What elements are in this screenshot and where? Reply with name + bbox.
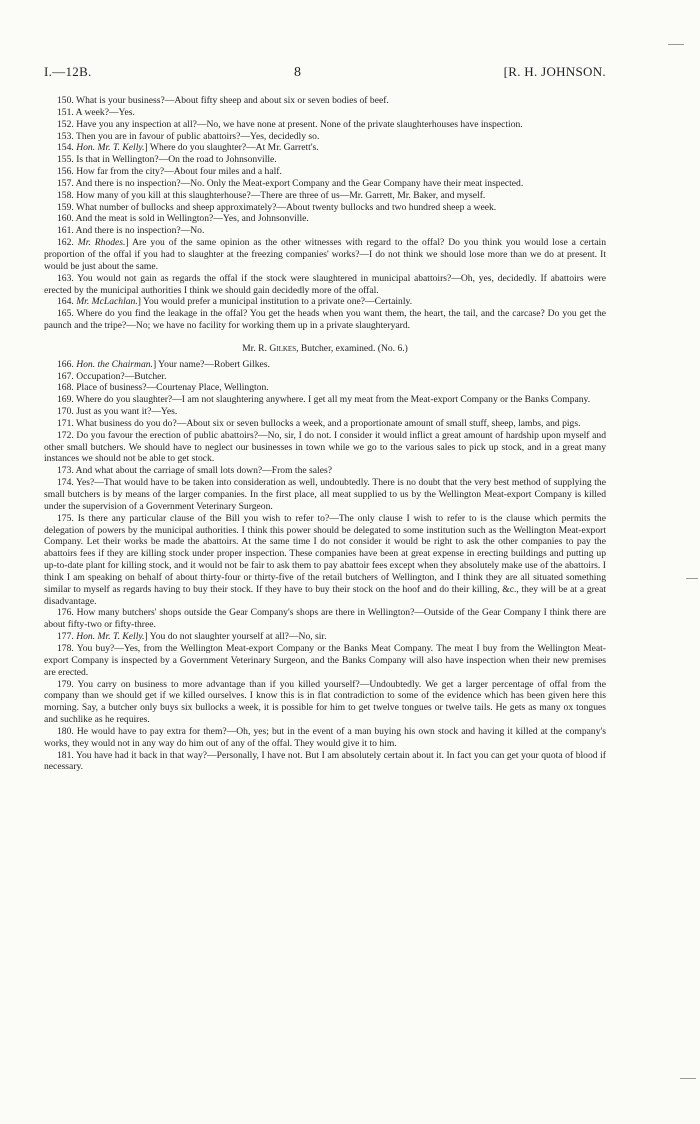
margin-mark-top [668, 44, 684, 45]
question-answer-paragraph: 150. What is your business?—About fifty sheep and about six or seven bodies of beef. [57, 95, 389, 106]
question-answer-paragraph: 178. You buy?—Yes, from the Wellington Meat-export Company or the Banks Meat Company. The meat I buy from the Wellington Meat-export Company is inspected by a Government Veterinary Surgeon, and the Banks Company will also have inspection when their new premises are erected. [44, 642, 606, 678]
question-answer-paragraph: 151. A week?—Yes. [57, 106, 135, 118]
question-answer-paragraph: 180. He would have to pay extra for them?—Oh, yes; but in the event of a man buying his own stock and having it killed at the company's works, they would not in any way do him out of any of the offal. They would give it to him. [44, 725, 606, 749]
header-witness-name: [R. H. JOHNSON. [503, 64, 606, 79]
question-answer-paragraph: 176. How many butchers' shops outside the Gear Company's shops are there in Wellington?—Outside of the Gear Company I think there are about fifty-two or fifty-three. [44, 607, 606, 631]
question-number: 166. [57, 358, 77, 370]
speaker-name: Hon. the Chairman. [76, 358, 153, 370]
question-answer-paragraph: 174. Yes?—That would have to be taken into consideration as well, undoubtedly. There is no doubt that the very best method of supplying the small butchers is by means of the larger companies. In the first place, all meat supplied to us by the Wellington Meat-export Company is killed under the supervision of a Government Veterinary Surgeon. [44, 477, 606, 512]
question-answer-paragraph: 173. And what about the carriage of small lots down?—From the sales? [57, 465, 332, 477]
question-answer-paragraph: 161. And there is no inspection?—No. [57, 225, 205, 237]
question-number: 162. [57, 237, 78, 249]
question-answer-paragraph: 158. How many of you kill at this slaughterhouse?—There are three of us—Mr. Garrett, Mr. Baker, and myself. [57, 189, 486, 201]
question-answer-text: ] Your name?—Robert Gilkes. [152, 358, 270, 370]
witness-heading-surname: Gilkes [269, 342, 297, 354]
header-document-code: I.—12B. [44, 64, 92, 79]
question-answer-paragraph: 165. Where do you find the leakage in the offal? You get the heads when you want them, the heart, the tail, and the carcase? Do you get the paunch and the tripe?—No; we have no facility for working them up in a private slaughteryard. [44, 308, 606, 332]
question-number: 154. [57, 142, 77, 154]
question-answer-paragraph: 159. What number of bullocks and sheep approximately?—About twenty bullocks and two hundred sheep a week. [57, 201, 497, 213]
witness-heading-prefix: Mr. R. [242, 342, 270, 354]
document-page [44, 64, 606, 773]
question-answer-paragraph: 167. Occupation?—Butcher. [57, 370, 167, 382]
question-answer-paragraph: 163. You would not gain as regards the offal if the stock were slaughtered in municipal abattoirs?—Oh, yes, decidedly. If abattoirs were erected by the municipal authorities I think we should gain decidedly more of the offal. [44, 272, 606, 296]
question-number: 177. [57, 631, 77, 643]
testimony-section-gilkes [44, 359, 606, 774]
testimony-section-johnson [44, 95, 606, 332]
question-answer-paragraph [44, 296, 606, 308]
question-answer-text: ] You would prefer a municipal institution to a private one?—Certainly. [137, 296, 413, 308]
margin-mark-bottom [680, 1078, 696, 1079]
question-answer-text: ] Are you of the same opinion as the other witnesses with regard to the offal? Do you think you would lose a certain proportion of the offal if you had to slaughter at the freezing companies' works?—I do not think we should lose more than we do at present. It would be just about the same. [44, 237, 606, 272]
question-answer-paragraph: 170. Just as you want it?—Yes. [57, 406, 178, 418]
question-number: 164. [57, 296, 77, 308]
speaker-name: Hon. Mr. T. Kelly. [76, 631, 145, 643]
speaker-name: Mr. Rhodes. [77, 237, 126, 249]
question-answer-paragraph: 181. You have had it back in that way?—Personally, I have not. But I am absolutely certain about it. In fact you can get your quota of blood if necessary. [44, 749, 606, 773]
witness-heading [44, 343, 606, 355]
question-answer-paragraph: 169. Where do you slaughter?—I am not slaughtering anywhere. I get all my meat from the Meat-export Company or the Banks Company. [57, 394, 591, 406]
witness-heading-suffix: , Butcher, examined. (No. 6.) [296, 342, 408, 354]
question-answer-paragraph [44, 237, 606, 273]
question-answer-paragraph: 156. How far from the city?—About four miles and a half. [57, 166, 282, 178]
question-answer-text: ] You do not slaughter yourself at all?—No, sir. [144, 631, 327, 643]
header-page-number: 8 [293, 65, 302, 80]
question-answer-paragraph [44, 631, 606, 643]
evidence-text [44, 95, 606, 773]
running-header [44, 64, 606, 81]
question-answer-paragraph [44, 359, 606, 371]
question-answer-paragraph: 179. You carry on business to more advantage than if you killed yourself?—Undoubtedly. We get a larger percentage of offal from the company than we should get if we killed ourselves. I know this is in flat contradiction to some of the evidence which has been given here this morning. Say, a butcher only buys six bullocks a week, it is possible for him to get twelve tongues or twelve tails. He gets as many ox tongues and suchlike as he requires. [44, 678, 606, 726]
question-answer-paragraph: 171. What business do you do?—About six or seven bullocks a week, and a proportionate amount of small stuff, sheep, lambs, and pigs. [57, 417, 581, 429]
question-answer-paragraph: 172. Do you favour the erection of public abattoirs?—No, sir, I do not. I consider it would inflict a great amount of hardship upon myself and other small butchers. We should have to neglect our businesses in town while we go to the various sales to pick up stock, and in a great many instances we should not be able to get stock. [44, 429, 606, 465]
margin-mark-middle [686, 578, 698, 579]
question-answer-paragraph: 152. Have you any inspection at all?—No, we have none at present. None of the private slaughterhouses have inspection. [57, 118, 523, 130]
question-answer-paragraph: 157. And there is no inspection?—No. Only the Meat-export Company and the Gear Company have their meat inspected. [57, 177, 524, 189]
question-answer-paragraph: 160. And the meat is sold in Wellington?—Yes, and Johnsonville. [57, 213, 309, 225]
question-answer-paragraph: 175. Is there any particular clause of the Bill you wish to refer to?—The only clause I wish to refer to is the clause which permits the delegation of powers by the municipal authorities. I think this power should be delegated to some institution such as the Wellington Meat-export Company. Let their works be made the abattoirs. At the same time I do not consider it would be right to ask the other companies to pay the abattoirs fees if they are killing stock under proper inspection. These companies have been at great expense in erecting buildings and putting up up-to-date plant for killing stock, and it would not be fair to ask them to pay abattoir fees except when they absolutely make use of the abattoirs. I think I am speaking on behalf of about thirty-four or thirty-five of the retail butchers of Wellington, and I think they are all situated something similar to myself as regards having to buy their stock. If they have to buy their stock on the hoof and do their killing, &c., they will be at a great disadvantage. [44, 512, 606, 607]
question-answer-text: ] Where do you slaughter?—At Mr. Garrett's. [144, 142, 319, 154]
question-answer-paragraph: 153. Then you are in favour of public abattoirs?—Yes, decidedly so. [57, 130, 320, 142]
question-answer-paragraph: 155. Is that in Wellington?—On the road to Johnsonville. [57, 154, 277, 166]
speaker-name: Mr. McLachlan. [76, 296, 138, 308]
question-answer-paragraph: 168. Place of business?—Courtenay Place, Wellington. [57, 382, 269, 394]
question-answer-paragraph [44, 142, 606, 154]
speaker-name: Hon. Mr. T. Kelly. [76, 142, 145, 154]
